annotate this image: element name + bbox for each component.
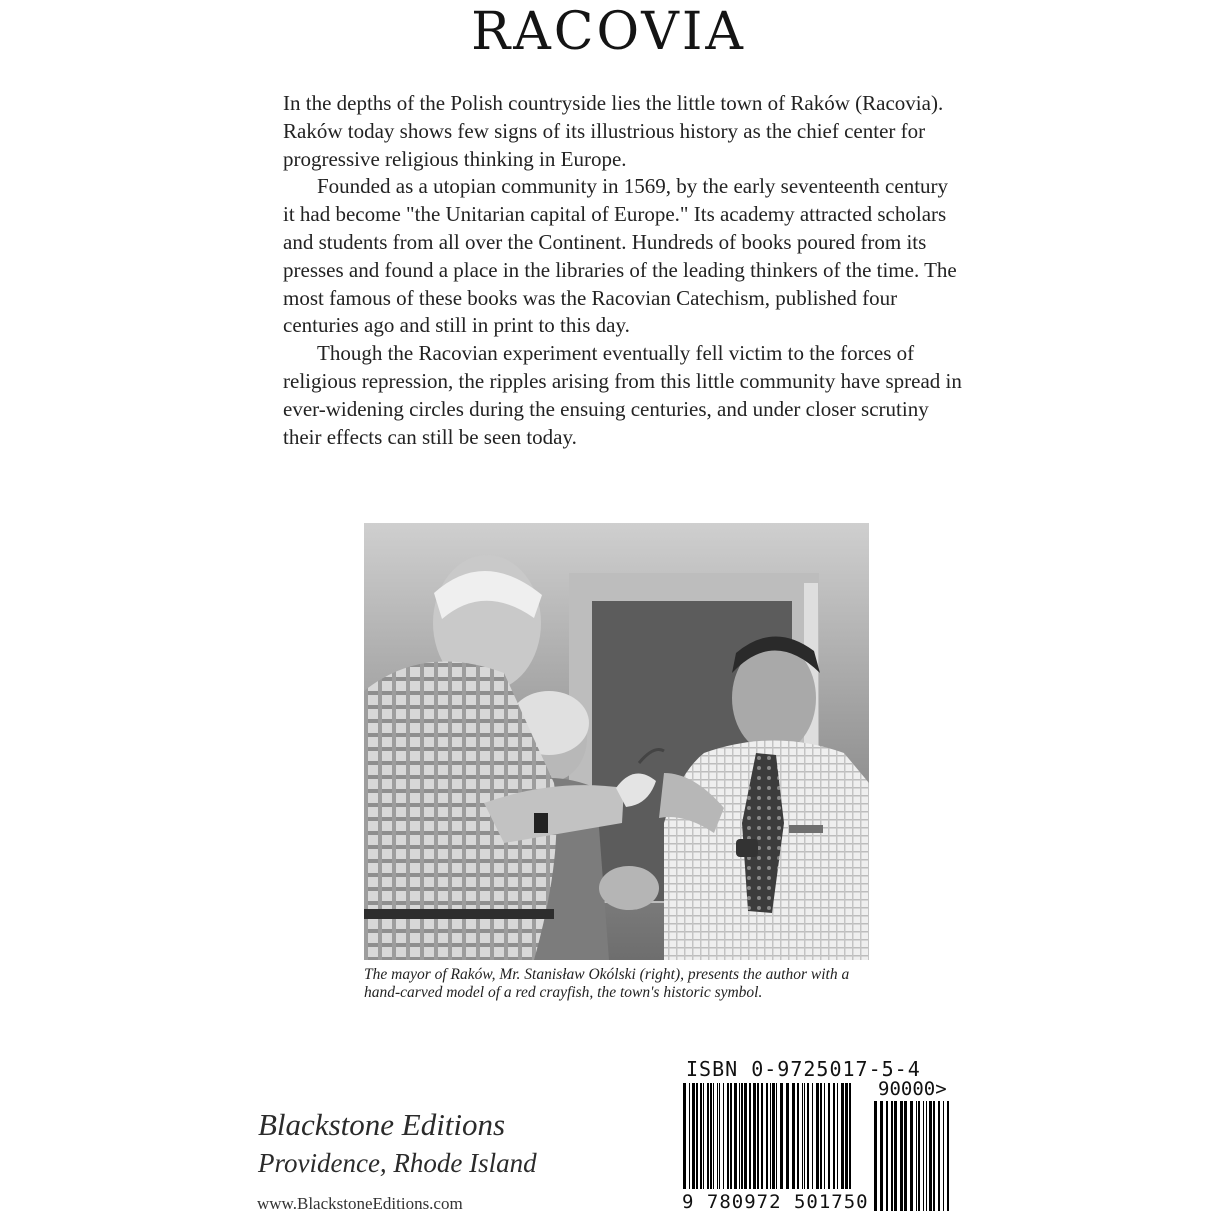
mayor-photo xyxy=(364,523,869,960)
book-title: RACOVIA xyxy=(471,2,746,62)
isbn-barcode xyxy=(683,1083,855,1189)
blurb-paragraph-3: Though the Racovian experiment eventually fell victim to the forces of religious repression, the ripples arising from this little community have spread in ever-widening circles during the ensuing centuries, and under closer scrutiny their effects can still be seen today. xyxy=(283,341,962,449)
publisher-website: www.BlackstoneEditions.com xyxy=(257,1194,463,1213)
publisher-place: Providence, Rhode Island xyxy=(258,1148,537,1178)
price-addon-barcode xyxy=(874,1101,950,1211)
photo-caption: The mayor of Raków, Mr. Stanisław Okólski (right), presents the author with a hand-carved model of a red crayfish, the town's historic symbol. xyxy=(364,966,850,1001)
blurb-paragraph-2: Founded as a utopian community in 1569, by the early seventeenth century it had become "the Unitarian capital of Europe." Its academy attracted scholars and students from all over the Continent. Hundreds of books poured from its presses and found a place in the libraries of the leading thinkers of the time. The most famous of these books was the Racovian Catechism, published four centuries ago and still in print to this day. xyxy=(283,174,957,338)
photo-illustration xyxy=(364,523,869,960)
blurb-paragraph-1: In the depths of the Polish countryside lies the little town of Raków (Racovia). Raków today shows few signs of its illustrious history as the chief center for progressive religious thinking in Europe. xyxy=(283,91,944,171)
isbn-number: ISBN 0-9725017-5-4 xyxy=(686,1057,921,1081)
back-cover-blurb xyxy=(283,90,963,451)
barcode-digits: 9 780972 501750 xyxy=(682,1191,869,1213)
price-code: 90000> xyxy=(878,1078,947,1100)
publisher-name: Blackstone Editions xyxy=(258,1107,506,1142)
